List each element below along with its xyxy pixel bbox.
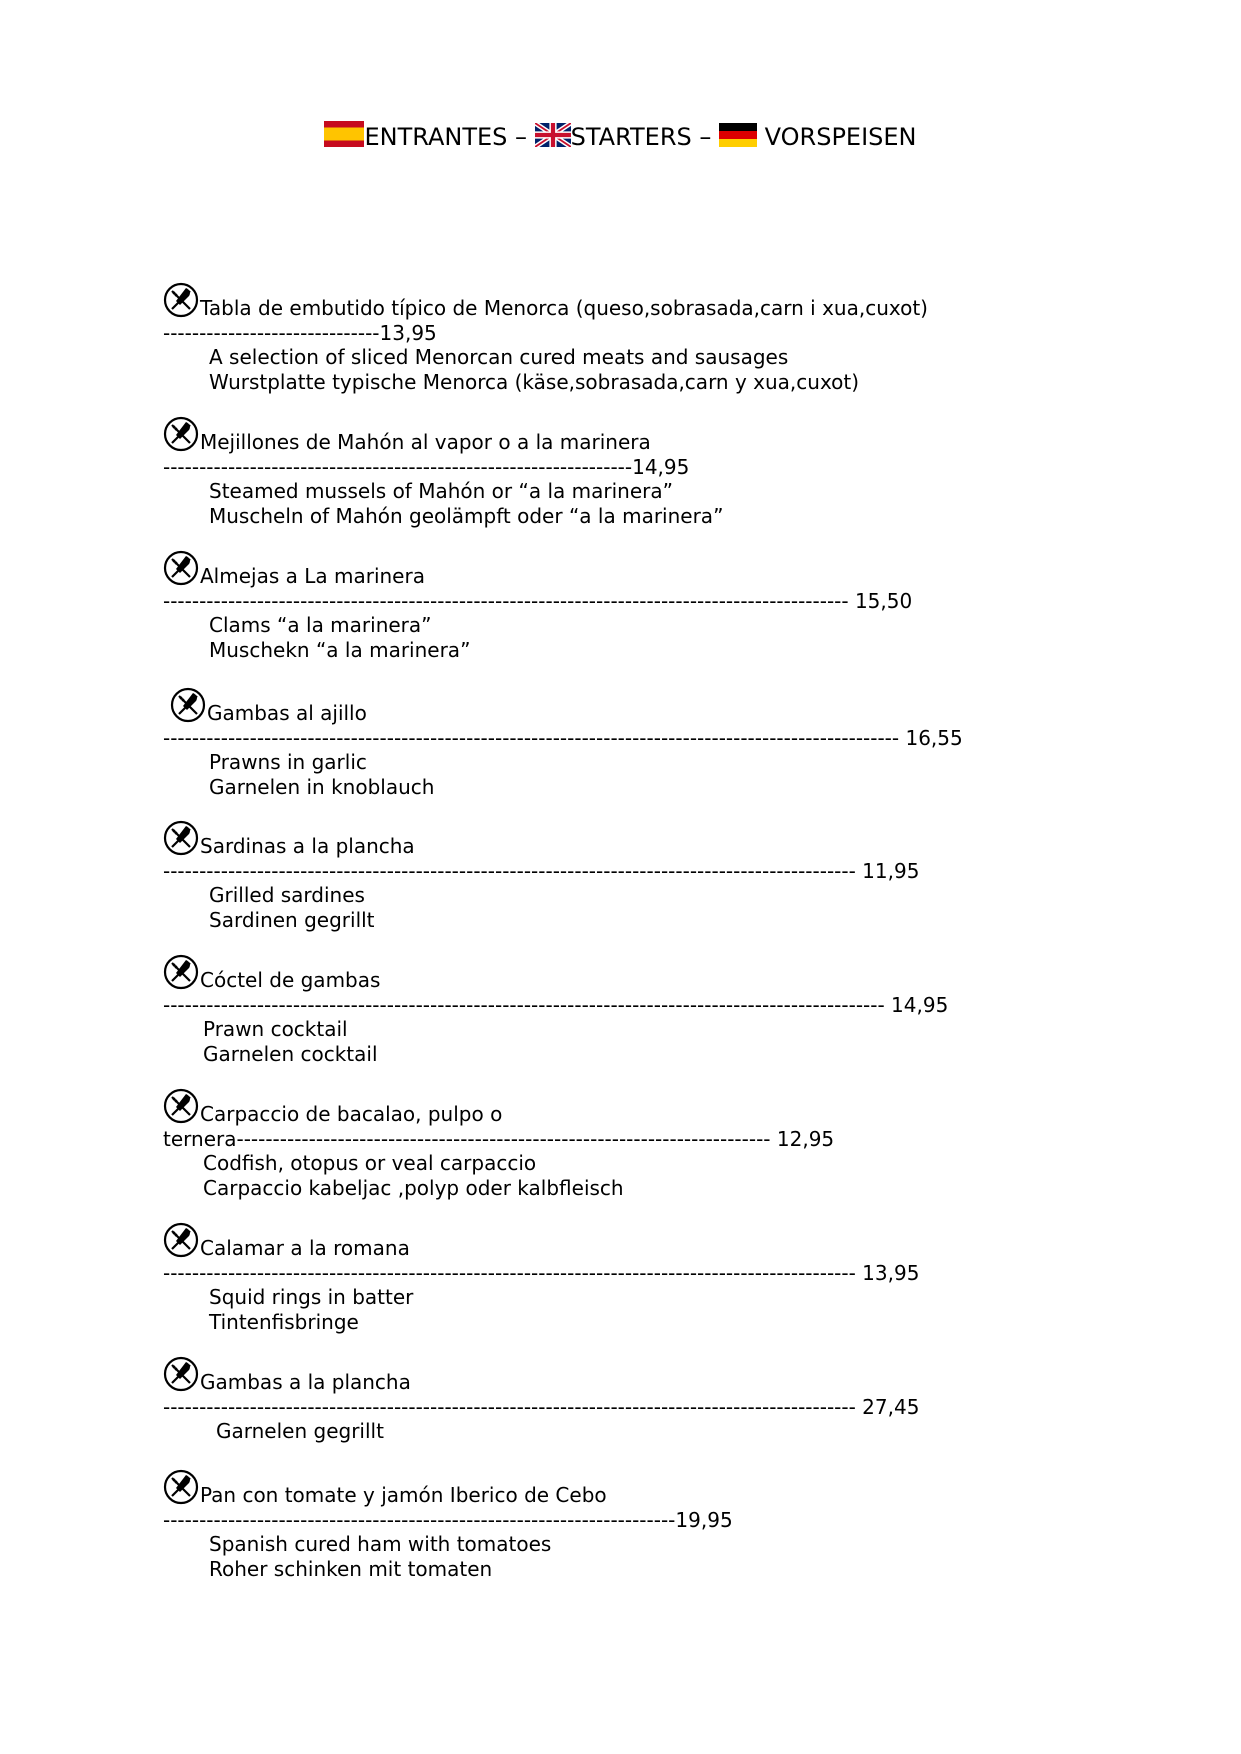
menu-item bbox=[163, 1370, 1163, 1444]
dish-translation: Roher schinken mit tomaten bbox=[209, 1556, 493, 1581]
dish-name: Sardinas a la plancha bbox=[200, 834, 415, 858]
dish-translation: Spanish cured ham with tomatoes bbox=[209, 1532, 552, 1556]
dash-leader: ----------------------------------------------------------------------- bbox=[163, 1507, 676, 1532]
dish-translation: Wurstplatte typische Menorca (käse,sobrasada,carn y xua,cuxot) bbox=[209, 369, 860, 394]
menu-item bbox=[163, 430, 1163, 528]
title-en: STARTERS – bbox=[570, 123, 720, 151]
dish-translation: Squid rings in batter bbox=[209, 1285, 414, 1309]
dish-translation: Steamed mussels of Mahón or “a la marinera” bbox=[209, 479, 673, 503]
menu-section-title bbox=[0, 121, 1241, 152]
no-cross-contamination-icon bbox=[163, 1356, 199, 1392]
dish-translation: A selection of sliced Menorcan cured meats and sausages bbox=[209, 345, 789, 369]
menu-item bbox=[163, 296, 1163, 394]
dash-leader: ternera-------------------------------------------------------------------------- bbox=[163, 1126, 777, 1151]
no-cross-contamination-icon bbox=[163, 820, 199, 856]
dish-name: Gambas a la plancha bbox=[200, 1370, 411, 1394]
menu-item bbox=[163, 564, 1163, 662]
menu-item bbox=[163, 1483, 1163, 1581]
menu-item bbox=[163, 834, 1163, 932]
dish-name: Carpaccio de bacalao, pulpo o bbox=[200, 1102, 503, 1126]
dish-price: 11,95 bbox=[862, 858, 920, 883]
no-cross-contamination-icon bbox=[163, 416, 199, 452]
dish-name: Tabla de embutido típico de Menorca (queso,sobrasada,carn i xua,cuxot) bbox=[200, 296, 928, 320]
dish-translation: Garnelen in knoblauch bbox=[209, 774, 435, 799]
no-cross-contamination-icon bbox=[163, 1469, 199, 1505]
dish-translation: Grilled sardines bbox=[209, 883, 365, 907]
dish-translation: Prawns in garlic bbox=[209, 750, 367, 774]
dish-price: 13,95 bbox=[862, 1260, 920, 1285]
dash-leader: ----------------------------------------------------------------- bbox=[163, 454, 633, 479]
dish-name: Pan con tomate y jamón Iberico de Cebo bbox=[200, 1483, 607, 1507]
dish-translation: Garnelen cocktail bbox=[203, 1041, 378, 1066]
dish-translation: Prawn cocktail bbox=[203, 1017, 348, 1041]
menu-item bbox=[163, 1236, 1163, 1334]
dish-price: 12,95 bbox=[776, 1126, 835, 1151]
dish-price: 13,95 bbox=[379, 320, 437, 345]
dish-name: Mejillones de Mahón al vapor o a la marinera bbox=[200, 430, 651, 454]
spain-flag-icon bbox=[324, 121, 364, 147]
dish-price: 15,50 bbox=[854, 588, 913, 613]
uk-flag-icon bbox=[535, 123, 571, 147]
dish-translation: Sardinen gegrillt bbox=[209, 907, 375, 932]
dish-translation: Clams “a la marinera” bbox=[209, 613, 432, 637]
dash-leader: ------------------------------ bbox=[163, 320, 380, 345]
title-de: VORSPEISEN bbox=[757, 123, 917, 151]
dish-name: Cóctel de gambas bbox=[200, 968, 381, 992]
dish-name: Calamar a la romana bbox=[200, 1236, 410, 1260]
dish-translation: Carpaccio kabeljac ,polyp oder kalbfleisch bbox=[203, 1175, 624, 1200]
dish-translation: Codfish, otopus or veal carpaccio bbox=[203, 1151, 537, 1175]
dash-leader: ------------------------------------------------------------------------------------------------ bbox=[163, 1394, 863, 1419]
no-cross-contamination-icon bbox=[163, 550, 199, 586]
title-es: ENTRANTES – bbox=[364, 123, 535, 151]
menu-item bbox=[163, 968, 1163, 1066]
menu-item bbox=[163, 701, 1163, 799]
dish-name: Gambas al ajillo bbox=[207, 701, 367, 725]
dish-price: 16,55 bbox=[905, 725, 963, 750]
dash-leader: ------------------------------------------------------------------------------------------------ bbox=[163, 1260, 863, 1285]
germany-flag-icon bbox=[719, 123, 757, 147]
dash-leader: ------------------------------------------------------------------------------------------------ bbox=[163, 858, 863, 883]
menu-item bbox=[163, 1102, 1163, 1200]
no-cross-contamination-icon bbox=[163, 1222, 199, 1258]
dash-leader: ------------------------------------------------------------------------------------------------------ bbox=[163, 725, 906, 750]
no-cross-contamination-icon bbox=[163, 954, 199, 990]
dish-price: 27,45 bbox=[862, 1394, 920, 1419]
dish-translation: Garnelen gegrillt bbox=[216, 1419, 384, 1443]
no-cross-contamination-icon bbox=[163, 282, 199, 318]
dish-translation: Muschekn “a la marinera” bbox=[209, 637, 471, 662]
no-cross-contamination-icon bbox=[170, 687, 206, 723]
dish-price: 19,95 bbox=[675, 1507, 733, 1532]
dish-name: Almejas a La marinera bbox=[200, 564, 425, 588]
no-cross-contamination-icon bbox=[163, 1088, 199, 1124]
dash-leader: ---------------------------------------------------------------------------------------------------- bbox=[163, 992, 892, 1017]
dish-price: 14,95 bbox=[632, 454, 690, 479]
dish-price: 14,95 bbox=[891, 992, 949, 1017]
dish-translation: Tintenfisbringe bbox=[209, 1309, 359, 1334]
dish-translation: Muscheln of Mahón geolämpft oder “a la marinera” bbox=[209, 503, 724, 528]
dash-leader: ----------------------------------------------------------------------------------------------- bbox=[163, 588, 855, 613]
